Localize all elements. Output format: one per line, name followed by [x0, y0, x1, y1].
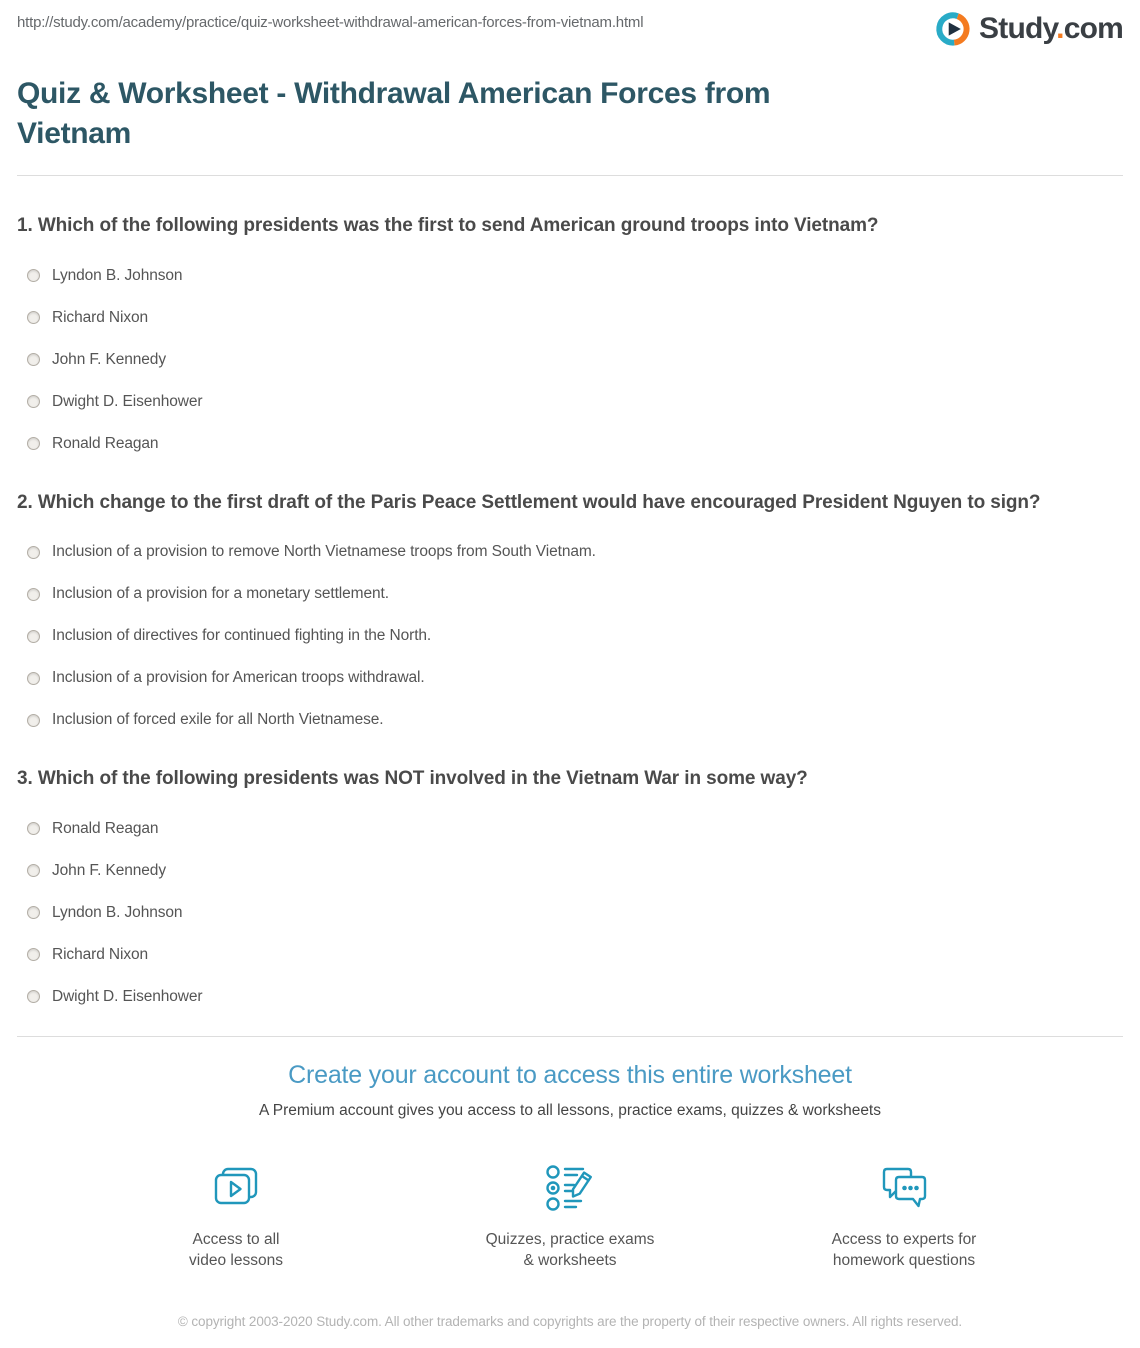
feature-label: Access to all video lessons [189, 1230, 283, 1269]
feature-video-lessons [111, 1160, 361, 1272]
feature-quizzes-worksheets [445, 1160, 695, 1272]
feature-label: Quizzes, practice exams & worksheets [485, 1230, 655, 1269]
answer-option[interactable] [17, 904, 1123, 922]
radio-button[interactable] [27, 990, 40, 1003]
answer-option-label: Inclusion of forced exile for all North Vietnamese. [52, 711, 384, 729]
radio-button[interactable] [27, 906, 40, 919]
topbar [0, 0, 1140, 48]
answer-option-label: Ronald Reagan [52, 819, 159, 837]
feature-label: Access to experts for homework questions [831, 1230, 977, 1269]
answer-option[interactable] [17, 946, 1123, 964]
answer-option[interactable] [17, 862, 1123, 880]
page-url: http://study.com/academy/practice/quiz-worksheet-withdrawal-american-forces-from-vietnam.html [17, 14, 644, 31]
answer-option[interactable] [17, 267, 1123, 285]
answer-option-label: Richard Nixon [52, 945, 149, 963]
answer-option-label: Ronald Reagan [52, 434, 159, 452]
answer-option[interactable] [17, 711, 1123, 729]
radio-button[interactable] [27, 864, 40, 877]
answer-option-label: Richard Nixon [52, 308, 149, 326]
question-3 [17, 765, 1123, 1006]
feature-homework-experts [779, 1160, 1029, 1272]
study-logo-text: Study.com [979, 12, 1123, 45]
quiz-worksheet-icon [445, 1160, 695, 1218]
radio-button[interactable] [27, 822, 40, 835]
answer-option[interactable] [17, 393, 1123, 411]
answer-option-label: Inclusion of a provision for American troops withdrawal. [52, 669, 425, 687]
answer-option[interactable] [17, 543, 1123, 561]
question-1 [17, 212, 1123, 453]
answer-option-label: Inclusion of directives for continued fighting in the North. [52, 627, 432, 645]
question-1-text: 1. Which of the following presidents was the first to send American ground troops into Vietnam? [17, 215, 879, 237]
page-title: Quiz & Worksheet - Withdrawal American Forces from Vietnam [17, 77, 771, 150]
question-2 [17, 489, 1123, 730]
answer-option[interactable] [17, 435, 1123, 453]
answer-option[interactable] [17, 820, 1123, 838]
answer-option-label: Lyndon B. Johnson [52, 903, 183, 921]
radio-button[interactable] [27, 714, 40, 727]
cta-divider [17, 1036, 1123, 1037]
answer-option-label: Dwight D. Eisenhower [52, 392, 203, 410]
answer-option[interactable] [17, 669, 1123, 687]
radio-button[interactable] [27, 269, 40, 282]
video-lessons-icon [111, 1160, 361, 1218]
answer-option-label: Inclusion of a provision for a monetary settlement. [52, 585, 389, 603]
cta-section [0, 1036, 1140, 1333]
answer-option[interactable] [17, 585, 1123, 603]
radio-button[interactable] [27, 395, 40, 408]
answer-option[interactable] [17, 627, 1123, 645]
question-2-text: 2. Which change to the first draft of the Paris Peace Settlement would have encouraged President Nguyen to sign? [17, 491, 1041, 513]
premium-subtitle: A Premium account gives you access to all lessons, practice exams, quizzes & worksheets [259, 1101, 881, 1119]
radio-button[interactable] [27, 672, 40, 685]
radio-button[interactable] [27, 588, 40, 601]
radio-button[interactable] [27, 311, 40, 324]
answer-option-label: Inclusion of a provision to remove North Vietnamese troops from South Vietnam. [52, 543, 596, 561]
radio-button[interactable] [27, 353, 40, 366]
answer-option-label: Dwight D. Eisenhower [52, 987, 203, 1005]
answer-option[interactable] [17, 988, 1123, 1006]
answer-option-label: John F. Kennedy [52, 861, 166, 879]
answer-option-label: Lyndon B. Johnson [52, 266, 183, 284]
radio-button[interactable] [27, 630, 40, 643]
feature-row [0, 1160, 1140, 1272]
study-logo-icon [934, 10, 972, 48]
radio-button[interactable] [27, 948, 40, 961]
chat-experts-icon [779, 1160, 1029, 1218]
answer-option-label: John F. Kennedy [52, 350, 166, 368]
radio-button[interactable] [27, 437, 40, 450]
copyright-notice: © copyright 2003-2020 Study.com. All other trademarks and copyrights are the property of their respective owners. All rights reserved. [177, 1313, 963, 1329]
study-logo[interactable] [934, 10, 1123, 48]
answer-option[interactable] [17, 351, 1123, 369]
title-divider [17, 175, 1123, 176]
question-3-text: 3. Which of the following presidents was NOT involved in the Vietnam War in some way? [17, 768, 808, 790]
create-account-link[interactable]: Create your account to access this entire worksheet [288, 1060, 852, 1089]
radio-button[interactable] [27, 546, 40, 559]
answer-option[interactable] [17, 309, 1123, 327]
